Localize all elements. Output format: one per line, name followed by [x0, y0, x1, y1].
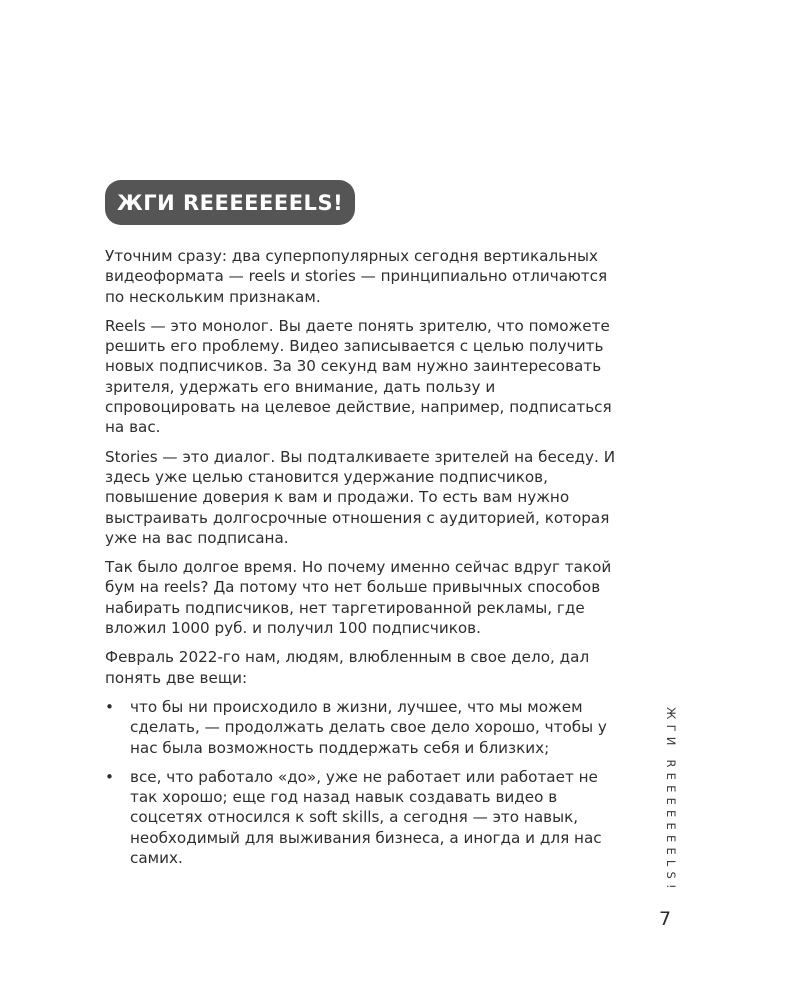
- list-item: [105, 697, 630, 758]
- paragraph: Февраль 2022-го нам, людям, влюбленным в свое дело, дал понять две вещи:: [105, 648, 590, 687]
- bullet-list: [105, 697, 630, 868]
- list-item-text: все, что работало «до», уже не работает или работает не так хорошо; еще год назад навык создавать видео в соцсетях относился к soft skills, а сегодня — это навык, необходимый для выживания бизнеса, а иногда и для нас самих.: [130, 767, 602, 868]
- page-number: 7: [659, 908, 672, 930]
- list-item-text: что бы ни происходило в жизни, лучшее, что мы можем сделать, — продолжать делать свое дело хорошо, чтобы у нас была возможность поддержать себя и близких;: [130, 697, 607, 757]
- paragraph: Stories — это диалог. Вы подталкиваете зрителей на беседу. И здесь уже целью становится удержание подписчиков, повышение доверия к вам и продажи. То есть вам нужно выстраивать долгосрочные отношения с аудиторией, которая уже на вас подписана.: [105, 447, 616, 547]
- bullet-icon: •: [105, 697, 114, 716]
- body-text: [105, 246, 630, 877]
- running-head: ЖГИ REEEEEEELS!: [664, 707, 678, 894]
- bullet-icon: •: [105, 767, 114, 786]
- paragraph: Reels — это монолог. Вы даете понять зрителю, что поможете решить его проблему. Видео записывается с целью получить новых подписчиков. За 30 секунд вам нужно заинтересовать зрителя, удержать его внимание, дать пользу и спровоцировать на целевое действие, например, подписаться на вас.: [105, 316, 612, 437]
- chapter-title: ЖГИ REEEEEEELS!: [105, 180, 355, 225]
- paragraph: Уточним сразу: два суперпопулярных сегодня вертикальных видеоформата — reels и stories — принципиально отличаются по нескольким признакам.: [105, 247, 608, 306]
- list-item: [105, 767, 630, 868]
- paragraph: Так было долгое время. Но почему именно сейчас вдруг такой бум на reels? Да потому что нет больше привычных способов набирать подписчиков, нет таргетированной рекламы, где вложил 1000 руб. и получил 100 подписчиков.: [105, 558, 612, 638]
